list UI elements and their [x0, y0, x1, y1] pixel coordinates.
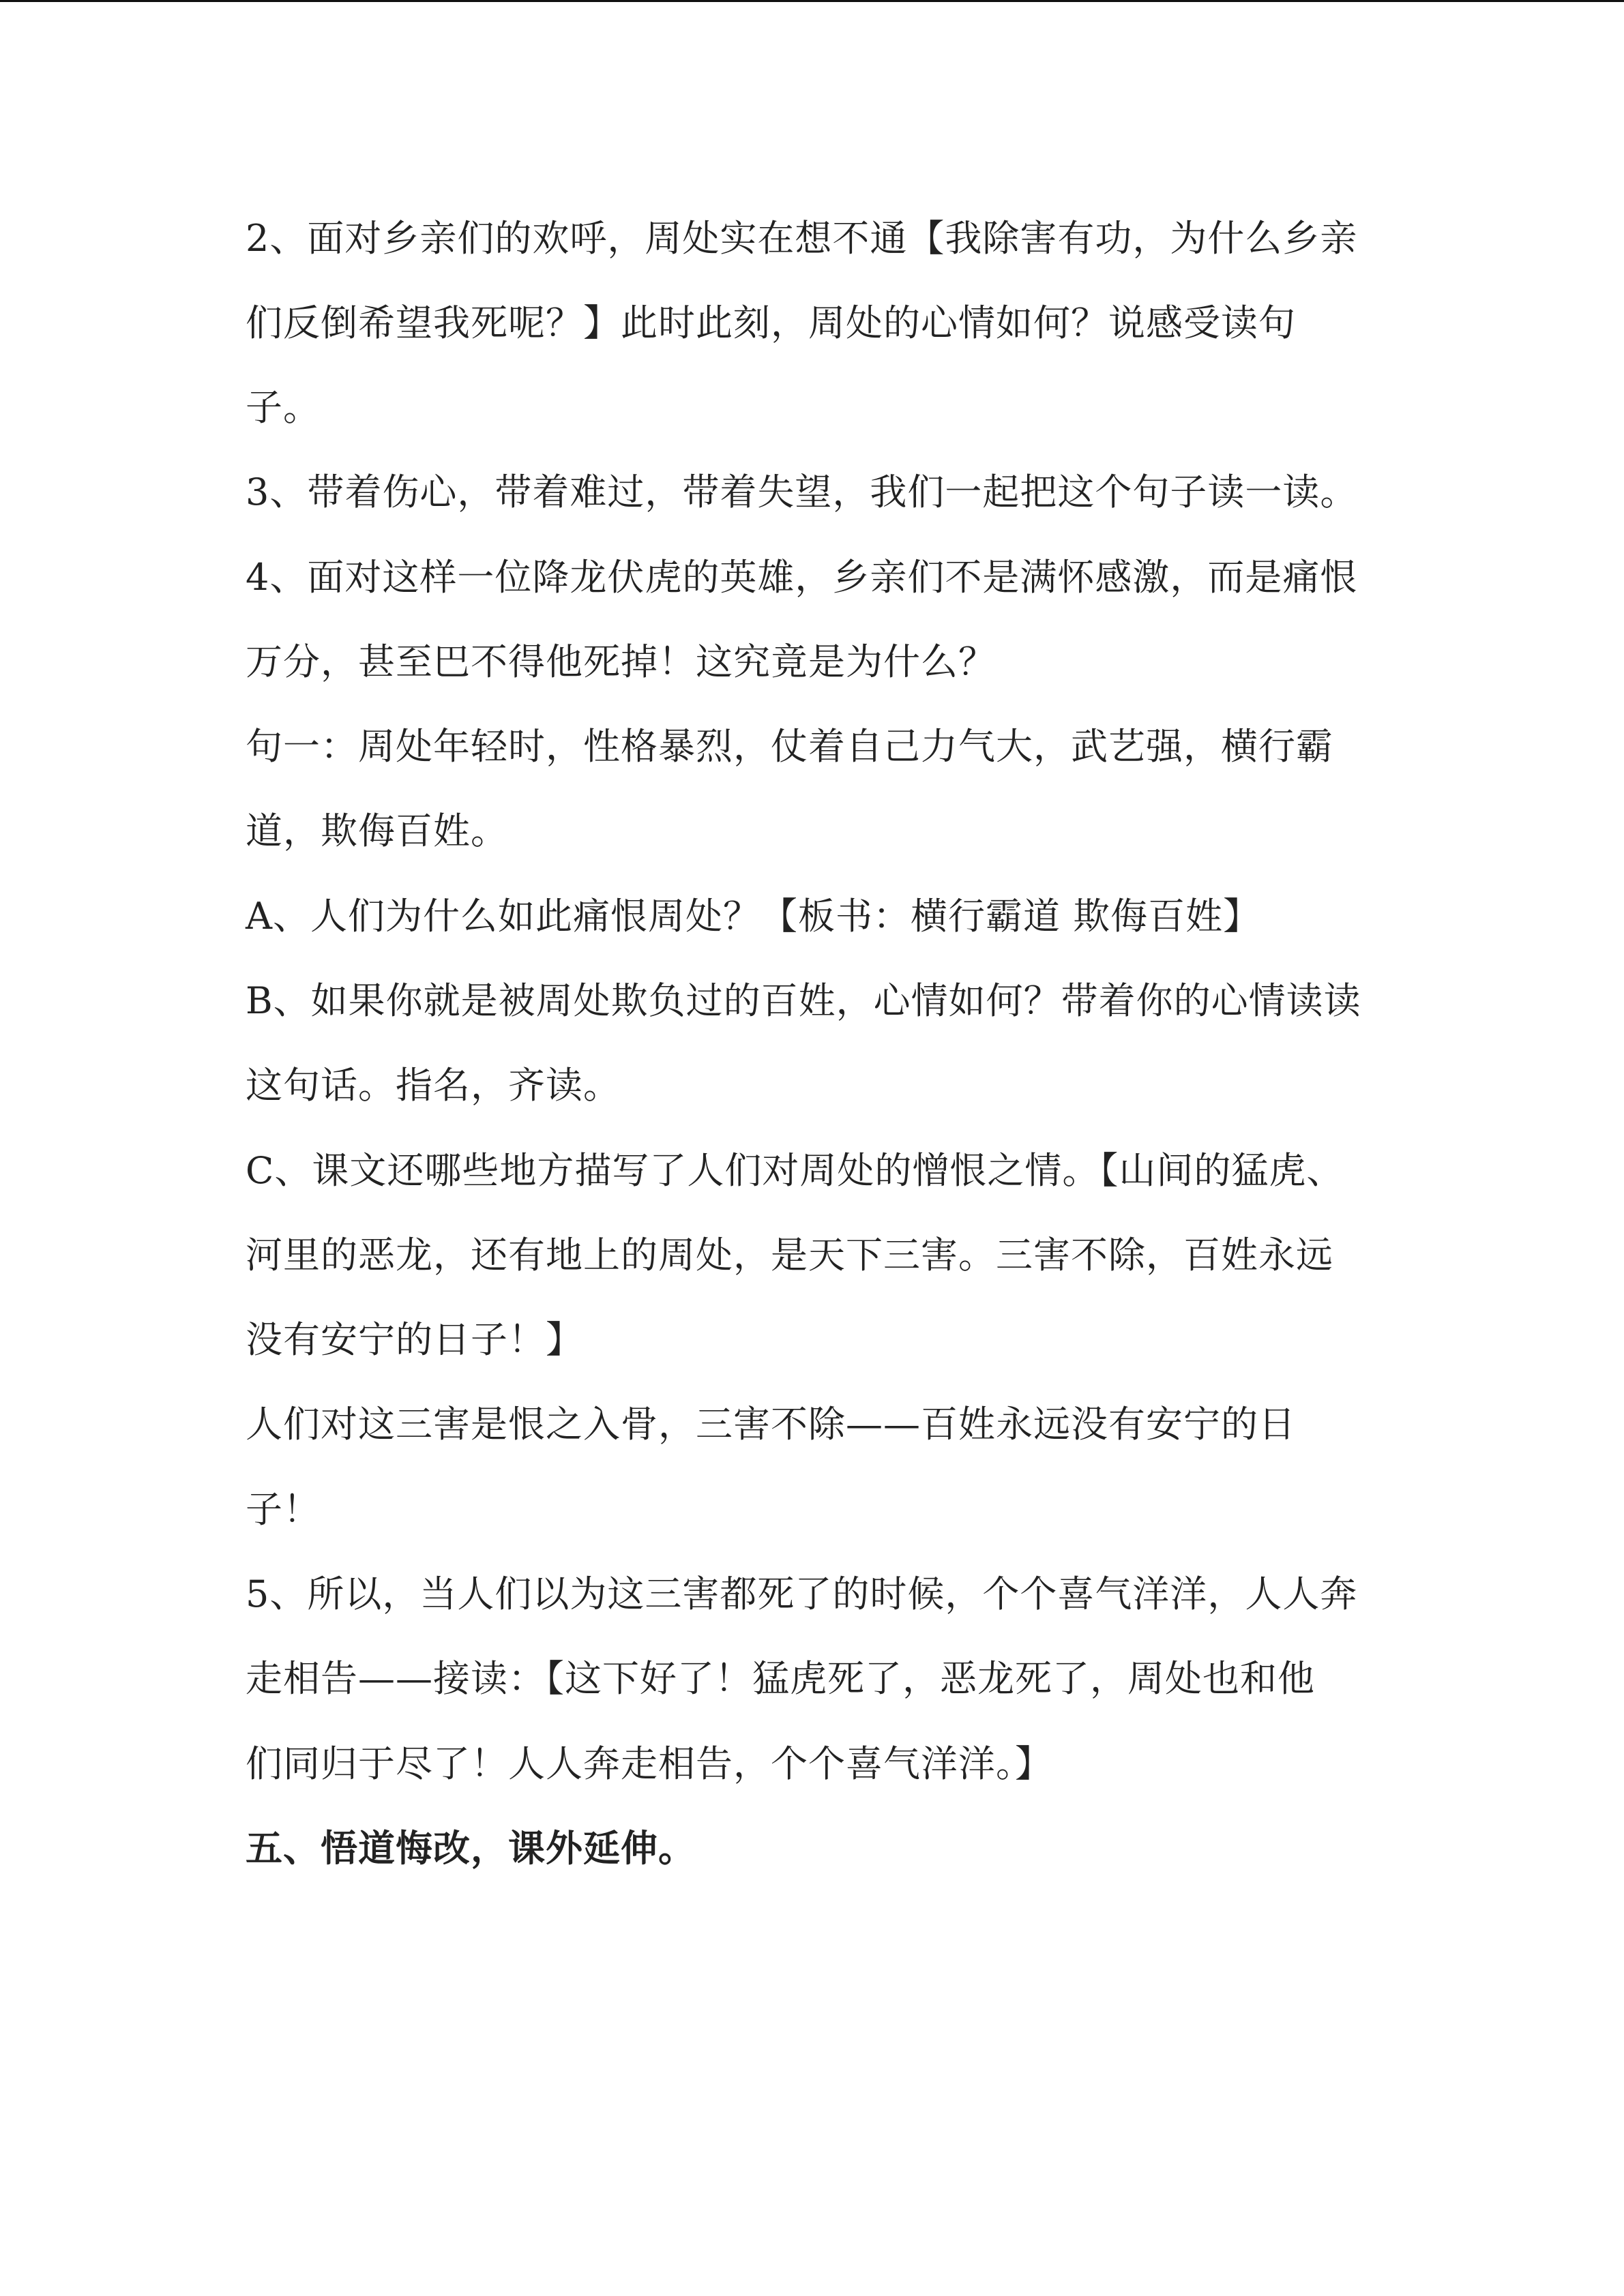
- text-line: 5、所以，当人们以为这三害都死了的时候，个个喜气洋洋，人人奔: [246, 1572, 1358, 1615]
- text-line: 道，欺侮百姓。: [246, 809, 508, 852]
- text-line: 这句话。指名，齐读。: [246, 1064, 621, 1107]
- text-line: 3、带着伤心，带着难过，带着失望，我们一起把这个句子读一读。: [246, 471, 1358, 513]
- text-line: 句一：周处年轻时，性格暴烈，仗着自己力气大，武艺强，横行霸: [246, 725, 1333, 768]
- text-line: 子！: [246, 1488, 321, 1531]
- text-line: A、人们为什么如此痛恨周处？【板书：横行霸道 欺侮百姓】: [246, 895, 1261, 938]
- text-line: 走相告——接读：【这下好了！猛虎死了，恶龙死了，周处也和他: [246, 1657, 1315, 1700]
- section-heading: 五、悟道悔改，课外延伸。: [246, 1827, 696, 1870]
- text-line: 子。: [246, 386, 321, 429]
- text-line: 万分，甚至巴不得他死掉！这究竟是为什么？: [246, 640, 996, 683]
- text-line: 2、面对乡亲们的欢呼，周处实在想不通【我除害有功，为什么乡亲: [246, 217, 1358, 260]
- text-line: 们反倒希望我死呢？】此时此刻，周处的心情如何？说感受读句: [246, 301, 1296, 344]
- text-line: 人们对这三害是恨之入骨，三害不除——百姓永远没有安宁的日: [246, 1403, 1296, 1446]
- text-line: 没有安宁的日子！】: [246, 1318, 583, 1361]
- text-line: C、课文还哪些地方描写了人们对周处的憎恨之情。【山间的猛虎、: [246, 1149, 1344, 1192]
- text-line: B、如果你就是被周处欺负过的百姓，心情如何？带着你的心情读读: [246, 979, 1361, 1022]
- text-line: 4、面对这样一位降龙伏虎的英雄，乡亲们不是满怀感激，而是痛恨: [246, 556, 1358, 599]
- text-line: 们同归于尽了！人人奔走相告，个个喜气洋洋。】: [246, 1742, 1052, 1785]
- text-line: 河里的恶龙，还有地上的周处，是天下三害。三害不除，百姓永远: [246, 1234, 1333, 1277]
